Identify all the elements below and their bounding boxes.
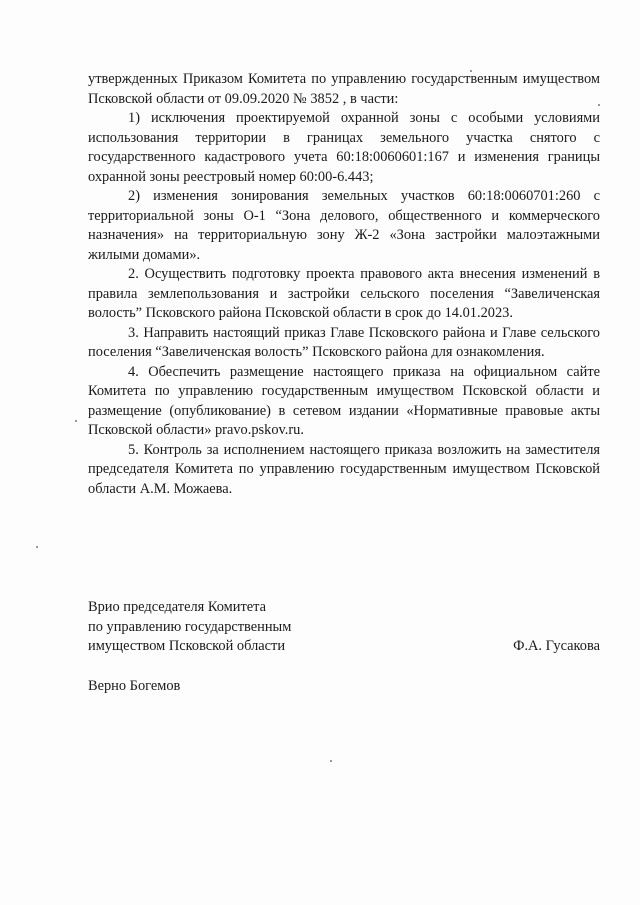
scan-speck bbox=[75, 420, 77, 422]
scan-speck bbox=[330, 760, 332, 762]
scan-speck bbox=[598, 104, 600, 106]
paragraph-intro: утвержденных Приказом Комитета по управлению государственным имуществом Псковской области от 09.09.2020 № 3852 , в части: bbox=[88, 71, 600, 107]
verification-note: Верно Богемов bbox=[88, 678, 181, 694]
signatory-name: Ф.А. Гусакова bbox=[513, 638, 600, 654]
scan-speck bbox=[36, 546, 38, 548]
paragraph-item-1: 1) исключения проектируемой охранной зоны с особыми условиями использования территории в границах земельного участка снятого с государственного кадастрового учета 60:18:0060601:167 и изменения границы охранной зоны реестровый номер 60:00-6.443; bbox=[88, 110, 600, 185]
scan-speck bbox=[470, 70, 472, 72]
signature-title-line-1: Врио председателя Комитета bbox=[88, 599, 267, 615]
signature-title-line-2: по управлению государственным bbox=[88, 618, 292, 635]
signature-title-line-3: имуществом Псковской области bbox=[88, 638, 286, 654]
signature-block bbox=[88, 598, 600, 657]
document-body bbox=[88, 70, 600, 499]
paragraph-point-3: 3. Направить настоящий приказ Главе Псковского района и Главе сельского поселения “Завеличенская волость” Псковского района для ознакомления. bbox=[88, 324, 600, 360]
paragraph-item-2: 2) изменения зонирования земельных участков 60:18:0060701:260 с территориальной зоны О-1 “Зона делового, общественного и коммерческого назначения» на территориальную зону Ж-2 «Зона застройки малоэтажными жилыми домами». bbox=[88, 188, 600, 263]
paragraph-point-2: 2. Осуществить подготовку проекта правового акта внесения изменений в правила землепользования и застройки сельского поселения “Завеличенская волость” Псковского района Псковской области в срок до 14.01.2023. bbox=[88, 266, 600, 321]
paragraph-point-5: 5. Контроль за исполнением настоящего приказа возложить на заместителя председателя Комитета по управлению государственным имуществом Псковской области А.М. Можаева. bbox=[88, 441, 600, 497]
paragraph-point-4: 4. Обеспечить размещение настоящего приказа на официальном сайте Комитета по управлению государственным имуществом Псковской области и размещение (опубликование) в сетевом издании «Нормативные правовые акты Псковской области» pravo.pskov.ru. bbox=[88, 363, 600, 438]
